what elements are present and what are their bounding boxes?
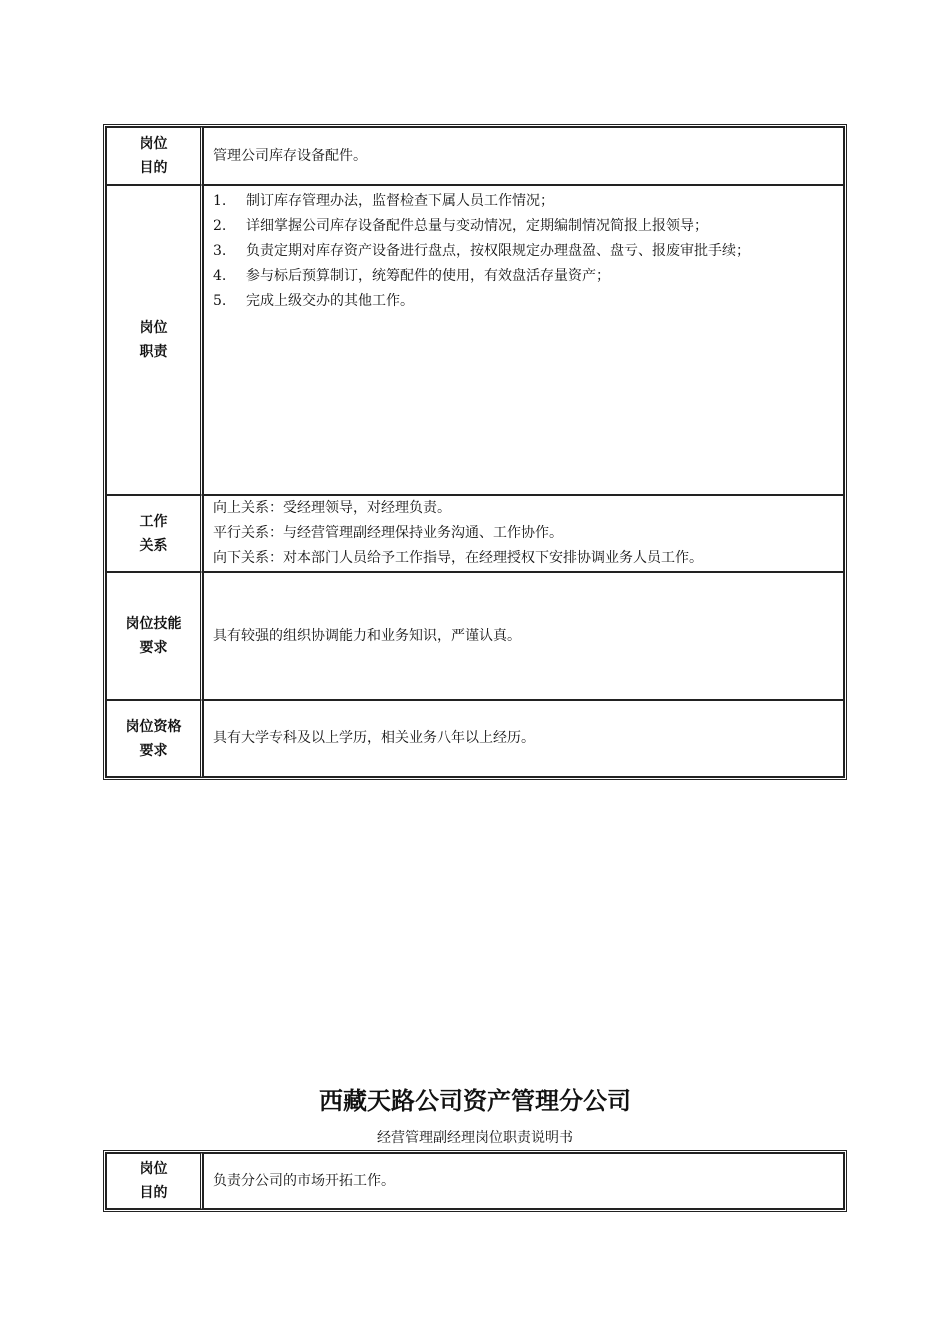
label-qualifications: 岗位资格 要求 xyxy=(106,700,203,777)
list-item: 3. 负责定期对库存资产设备进行盘点，按权限规定办理盘盈、盘亏、报废审批手续； xyxy=(213,243,750,259)
relation-up: 向上关系：受经理领导，对经理负责。 xyxy=(213,500,451,516)
purpose-text: 负责分公司的市场开拓工作。 xyxy=(203,1153,844,1209)
label-purpose: 岗位 目的 xyxy=(106,1153,203,1209)
label-skills: 岗位技能 要求 xyxy=(106,572,203,700)
purpose-text: 管理公司库存设备配件。 xyxy=(203,127,844,185)
label-purpose: 岗位 目的 xyxy=(106,127,203,185)
label-relations: 工作 关系 xyxy=(106,495,203,572)
duty-list xyxy=(213,189,839,314)
relation-parallel: 平行关系：与经营管理副经理保持业务沟通、工作协作。 xyxy=(213,525,563,541)
list-item: 2. 详细掌握公司库存设备配件总量与变动情况，定期编制情况简报上报领导； xyxy=(213,218,708,234)
relation-down: 向下关系：对本部门人员给予工作指导，在经理授权下安排协调业务人员工作。 xyxy=(213,550,703,566)
row-purpose xyxy=(106,127,844,185)
relations-content xyxy=(203,495,844,572)
row-relations xyxy=(106,495,844,572)
document-subtitle: 经营管理副经理岗位职责说明书 xyxy=(377,1130,573,1146)
list-item: 5. 完成上级交办的其他工作。 xyxy=(213,293,414,309)
job-description-table-1 xyxy=(103,124,847,780)
row-purpose xyxy=(106,1153,844,1209)
list-item: 4. 参与标后预算制订，统筹配件的使用，有效盘活存量资产； xyxy=(213,268,610,284)
row-duties xyxy=(106,185,844,495)
qualifications-text: 具有大学专科及以上学历，相关业务八年以上经历。 xyxy=(203,700,844,777)
job-description-table-2 xyxy=(103,1150,847,1212)
row-skills xyxy=(106,572,844,700)
list-item: 1. 制订库存管理办法，监督检查下属人员工作情况； xyxy=(213,193,554,209)
skills-text: 具有较强的组织协调能力和业务知识，严谨认真。 xyxy=(203,572,844,700)
document-title: 西藏天路公司资产管理分公司 xyxy=(319,1087,631,1115)
duties-content xyxy=(203,185,844,495)
label-duties: 岗位 职责 xyxy=(106,185,203,495)
row-qualifications xyxy=(106,700,844,777)
